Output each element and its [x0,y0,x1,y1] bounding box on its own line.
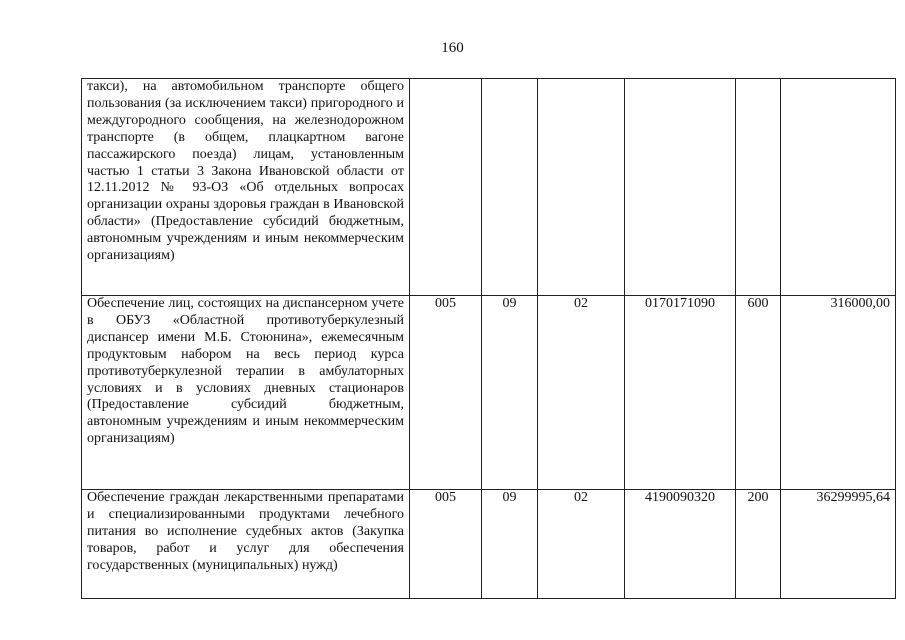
row-description: такси), на автомобильном транспорте общего пользования (за исключением такси) пригородного и междугородного сообщения, на железнодорожном транспорте (в общем, плацкартном вагоне пассажирского поезда) лицам, установленным частью 1 статьи 3 Закона Ивановской области от 12.11.2012 № 93-ОЗ «Об отдельных вопросах организации охраны здоровья граждан в Ивановской области» (Предоставление субсидий бюджетным, автономным учреждениям и иным некоммерческим организациям) [82,79,410,296]
expense-type-code: 600 [736,296,781,490]
expense-type-code [736,79,781,296]
target-article-code: 4190090320 [625,490,736,599]
target-article-code: 0170171090 [625,296,736,490]
budget-table [81,78,896,599]
amount-value: 316000,00 [781,296,896,490]
amount-value: 36299995,64 [781,490,896,599]
row-description: Обеспечение граждан лекарственными препаратами и специализированными продуктами лечебного питания во исполнение судебных актов (Закупка товаров, работ и услуг для обеспечения государственных (муниципальных) нужд) [82,490,410,599]
section-code [482,79,538,296]
table-row [82,296,896,490]
row-description: Обеспечение лиц, состоящих на диспансерном учете в ОБУЗ «Областной противотуберкулезный диспансер имени М.Б. Стоюнина», ежемесячным продуктовым набором на весь период курса противотуберкулезной терапии в амбулаторных условиях и в условиях дневных стационаров (Предоставление субсидий бюджетным, автономным учреждениям и иным некоммерческим организациям) [82,296,410,490]
ministry-code: 005 [410,296,482,490]
amount-value [781,79,896,296]
subsection-code [538,79,625,296]
table-row [82,490,896,599]
target-article-code [625,79,736,296]
subsection-code: 02 [538,490,625,599]
page-number: 160 [441,40,464,56]
ministry-code [410,79,482,296]
subsection-code: 02 [538,296,625,490]
ministry-code: 005 [410,490,482,599]
expense-type-code: 200 [736,490,781,599]
section-code: 09 [482,296,538,490]
table-row [82,79,896,296]
section-code: 09 [482,490,538,599]
